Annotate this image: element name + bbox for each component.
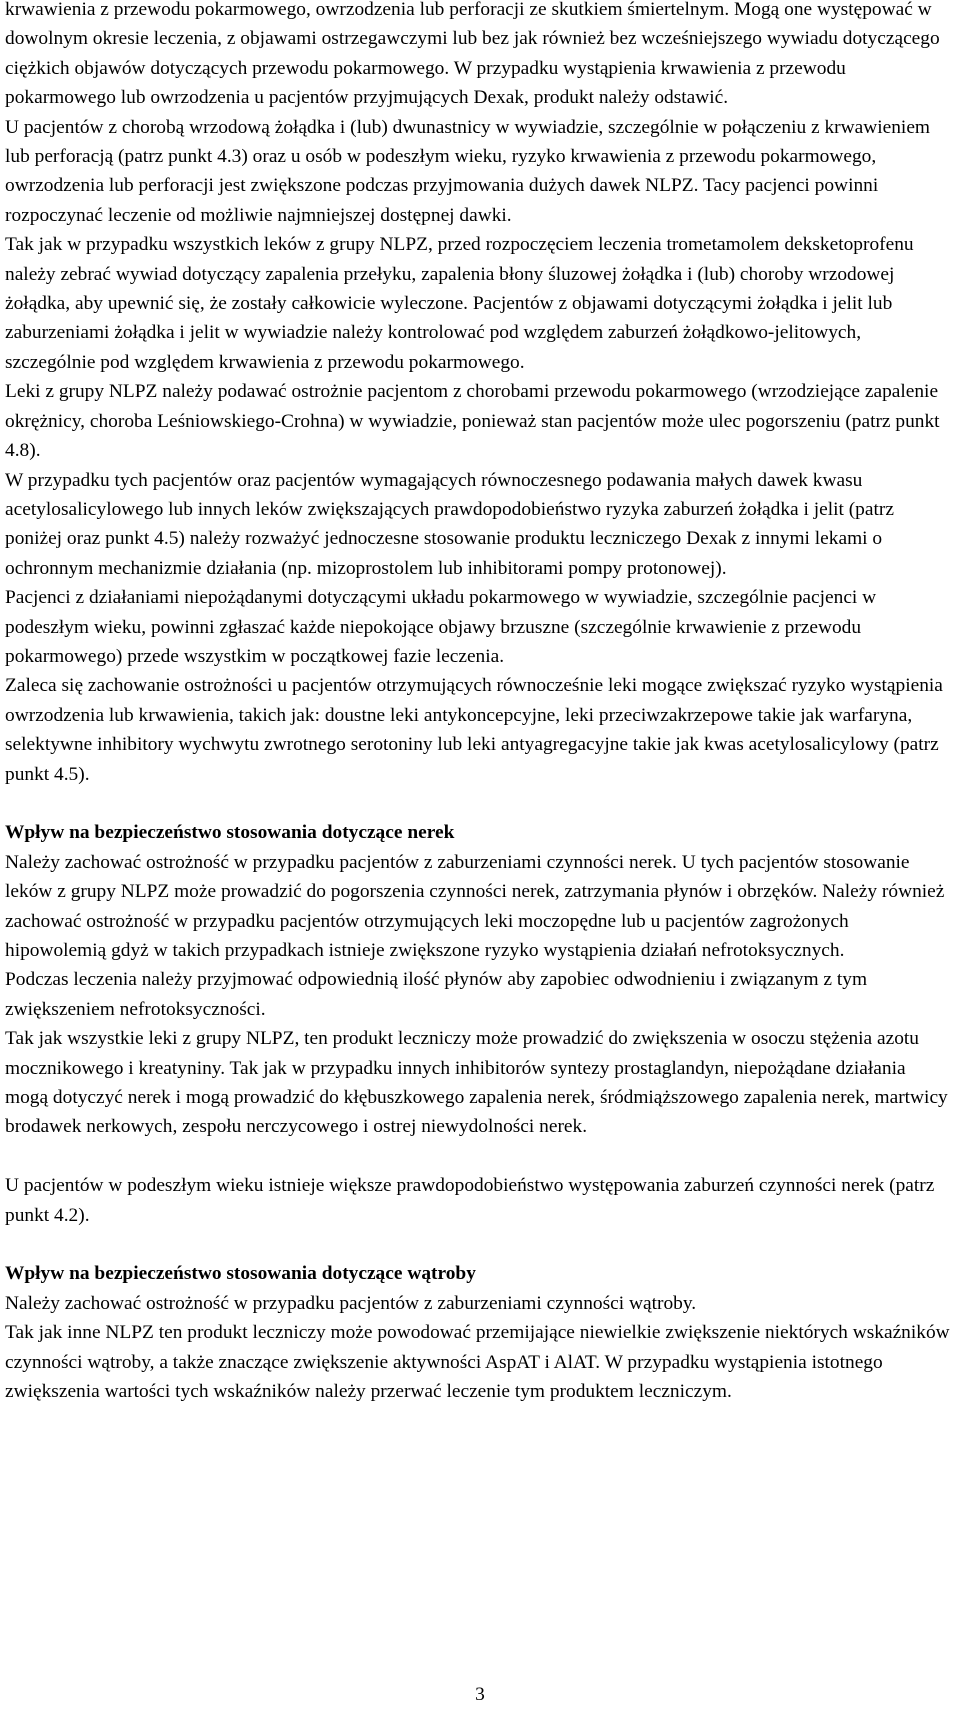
paragraph-spacer [5,1142,950,1171]
paragraph-fluid-intake: Podczas leczenia należy przyjmować odpowiednią ilość płynów aby zapobiec odwodnieniu i związanym z tym zwiększeniem nefrotoksyczności. [5,969,868,1020]
paragraph-gi-bleeding-intro: krwawienia z przewodu pokarmowego, owrzodzenia lub perforacji ze skutkiem śmiertelnym. Mogą one występować w dowolnym okresie leczenia, z objawami ostrzegawczymi lub bez jak również bez wcześniejszego wywiadu dotyczącego ciężkich objawów dotyczących przewodu pokarmowego. W przypadku wystąpienia krwawienia z przewodu pokarmowego lub owrzodzenia u pacjentów przyjmujących Dexak, produkt należy odstawić. [5,0,940,109]
heading-kidney-safety: Wpływ na bezpieczeństwo stosowania dotyczące nerek [5,822,455,844]
paragraph-concomitant-medication: Zaleca się zachowanie ostrożności u pacjentów otrzymujących równocześnie leki mogące zwiększać ryzyko wystąpienia owrzodzenia lub krwawienia, takich jak: doustne leki antykoncepcyjne, leki przeciwzakrzepowe takie jak warfaryna, selektywne inhibitory wychwytu zwrotnego serotoniny lub leki antyagregacyjne takie jak kwas acetylosalicylowy (patrz punkt 4.5). [5,675,943,785]
paragraph-liver-caution: Należy zachować ostrożność w przypadku pacjentów z zaburzeniami czynności wątroby. [5,1292,697,1314]
paragraph-peptic-ulcer-history: U pacjentów z chorobą wrzodową żołądka i (lub) dwunastnicy w wywiadzie, szczególnie w połączeniu z krwawieniem lub perforacją (patrz punkt 4.3) oraz u osób w podeszłym wieku, ryzyko krwawienia z przewodu pokarmowego, owrzodzenia lub perforacji jest zwiększone podczas przyjmowania dużych dawek NLPZ. Tacy pacjenci powinni rozpoczynać leczenie od możliwie najmniejszej dostępnej dawki. [5,116,931,226]
paragraph-liver-enzymes: Tak jak inne NLPZ ten produkt leczniczy może powodować przemijające niewielkie zwiększenie niektórych wskaźników czynności wątroby, a także znaczące zwiększenie aktywności AspAT i AlAT. W przypadku wystąpienia istotnego zwiększenia wartości tych wskaźników należy przerwać leczenie tym produktem leczniczym. [5,1322,950,1403]
heading-liver-safety: Wpływ na bezpieczeństwo stosowania dotyczące wątroby [5,1263,476,1285]
page-number: 3 [475,1684,485,1705]
paragraph-renal-effects: Tak jak wszystkie leki z grupy NLPZ, ten produkt leczniczy może prowadzić do zwiększenia w osoczu stężenia azotu mocznikowego i kreatyniny. Tak jak w przypadku innych inhibitorów syntezy prostaglandyn, niepożądane działania mogą dotyczyć nerek i mogą prowadzić do kłębuszkowego zapalenia nerek, śródmiąższowego zapalenia nerek, martwicy brodawek nerkowych, zespołu nerczycowego i ostrej niewydolności nerek. [5,1028,948,1138]
paragraph-protective-agents: W przypadku tych pacjentów oraz pacjentów wymagających równoczesnego podawania małych dawek kwasu acetylosalicylowego lub innych leków zwiększających prawdopodobieństwo ryzyka zaburzeń żołądka i jelit (patrz poniżej oraz punkt 4.5) należy rozważyć jednoczesne stosowanie produktu leczniczego Dexak z innymi lekami o ochronnym mechanizmie działania (np. mizoprostolem lub inhibitorami pompy protonowej). [5,469,894,579]
section-spacer [5,789,950,818]
paragraph-pre-treatment-history: Tak jak w przypadku wszystkich leków z grupy NLPZ, przed rozpoczęciem leczenia trometamolem deksketoprofenu należy zebrać wywiad dotyczący zapalenia przełyku, zapalenia błony śluzowej żołądka i (lub) choroby wrzodowej żołądka, aby upewnić się, że zostały całkowicie wyleczone. Pacjentów z objawami dotyczącymi żołądka i jelit lub zaburzeniami żołądka i jelit w wywiadzie należy kontrolować pod względem zaburzeń żołądkowo-jelitowych, szczególnie pod względem krwawienia z przewodu pokarmowego. [5,234,914,373]
paragraph-kidney-caution: Należy zachować ostrożność w przypadku pacjentów z zaburzeniami czynności nerek. U tych pacjentów stosowanie leków z grupy NLPZ może prowadzić do pogorszenia czynności nerek, zatrzymania płynów i obrzęków. Należy również zachować ostrożność w przypadku pacjentów otrzymujących leki moczopędne lub u pacjentów zagrożonych hipowolemią gdyż w takich przypadkach istnieje zwiększone ryzyko wystąpienia działań nefrotoksycznych. [5,851,945,961]
paragraph-elderly-renal: U pacjentów w podeszłym wieku istnieje większe prawdopodobieństwo występowania zaburzeń czynności nerek (patrz punkt 4.2). [5,1175,935,1226]
paragraph-inflammatory-bowel-disease: Leki z grupy NLPZ należy podawać ostrożnie pacjentom z chorobami przewodu pokarmowego (wrzodziejące zapalenie okrężnicy, choroba Leśniowskiego-Crohna) w wywiadzie, ponieważ stan pacjentów może ulec pogorszeniu (patrz punkt 4.8). [5,381,940,462]
section-spacer [5,1230,950,1259]
document-page [5,0,950,1406]
paragraph-report-symptoms: Pacjenci z działaniami niepożądanymi dotyczącymi układu pokarmowego w wywiadzie, szczególnie pacjenci w podeszłym wieku, powinni zgłaszać każde niepokojące objawy brzuszne (szczególnie krwawienie z przewodu pokarmowego) przede wszystkim w początkowej fazie leczenia. [5,587,877,667]
